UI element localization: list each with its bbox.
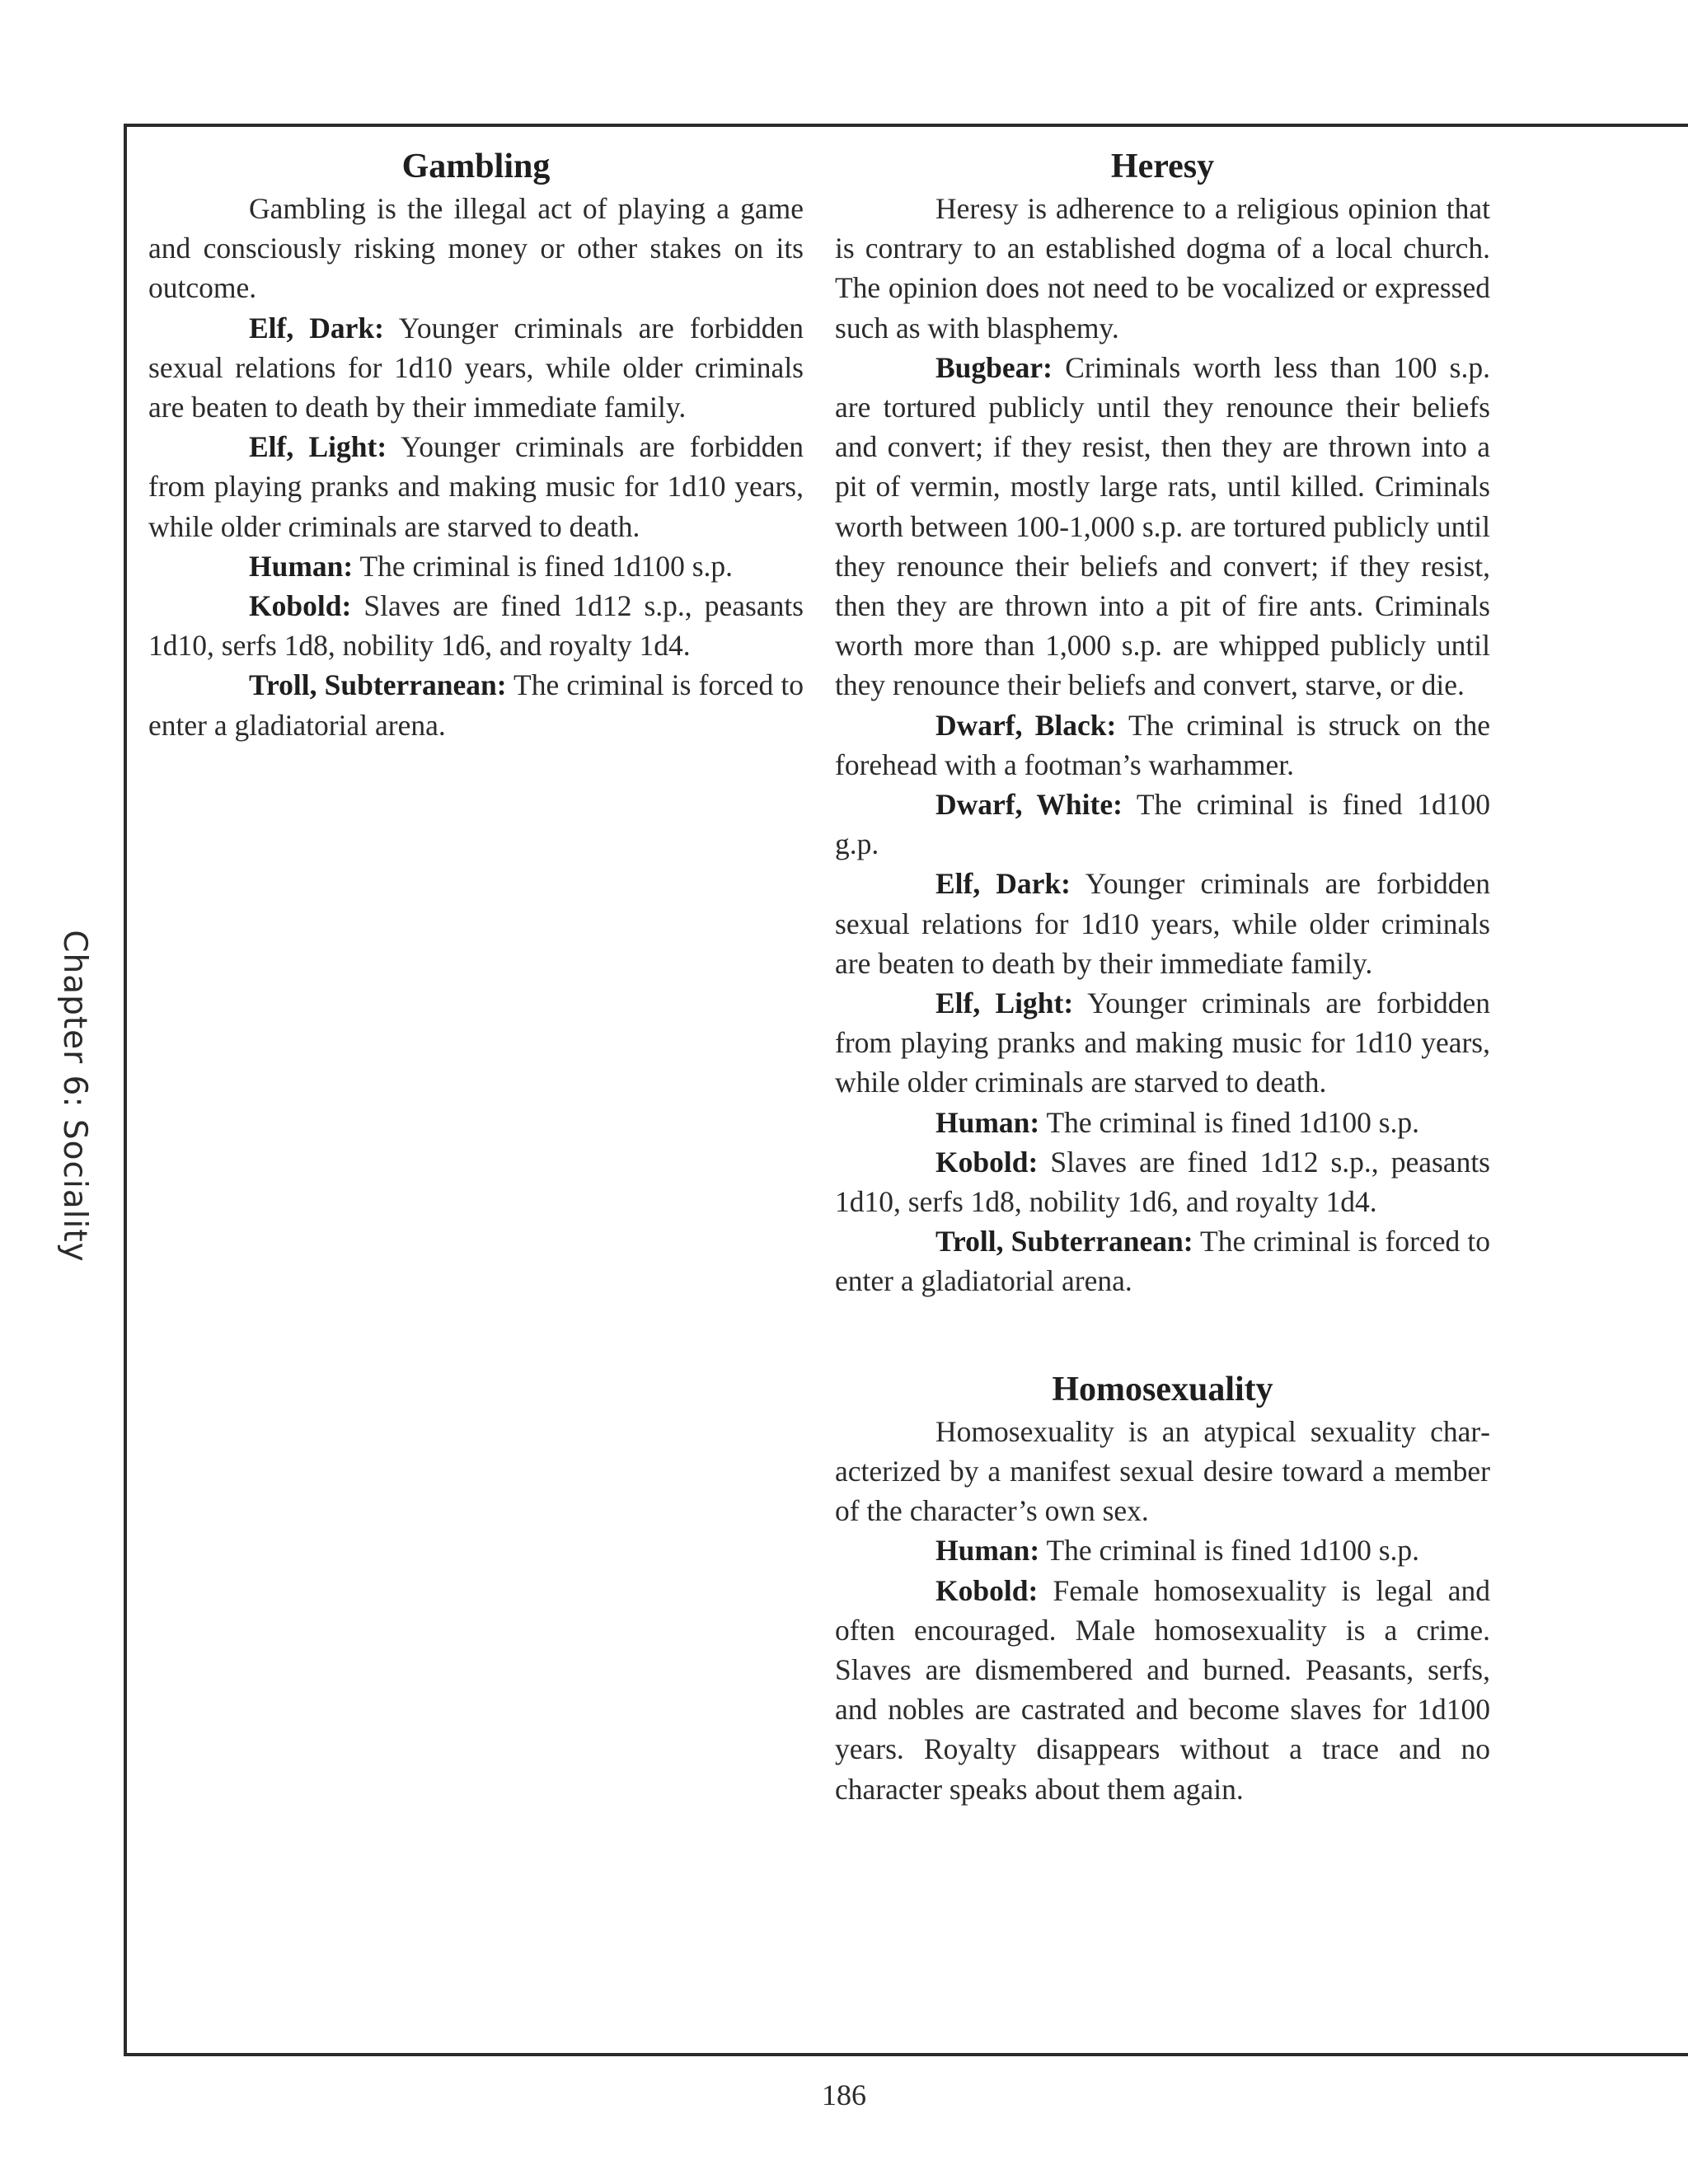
entry-text: Younger criminals are forbidden sexual relations for 1d10 years, while older criminals are beaten to death by their immediate family. xyxy=(148,311,804,424)
entry-race-label: Bugbear: xyxy=(935,350,1053,384)
entry-text: The criminal is fined 1d100 s.p. xyxy=(353,549,734,583)
section-heresy xyxy=(835,144,1490,1301)
entry-race-label: Human: xyxy=(935,1105,1040,1139)
entry-paragraph xyxy=(835,864,1490,983)
entry-paragraph xyxy=(835,983,1490,1103)
entry-race-label: Kobold: xyxy=(935,1145,1039,1179)
entry-text: The criminal is fined 1d100 s.p. xyxy=(1039,1534,1420,1568)
section-title-homosexuality: Homosexuality xyxy=(1052,1370,1273,1408)
entry-paragraph xyxy=(835,705,1490,785)
entry-text: Female homosexuality is legal and often encouraged. Male homosexuality is a crime. Slaves are dismembered and burned. Peasants, serfs, and nobles are castrated and become slaves for 1d100 years. Royalty disappears without a trace and no character speaks about them again. xyxy=(835,1573,1490,1806)
entry-race-label: Kobold: xyxy=(935,1573,1039,1607)
chapter-running-head: Chapter 6: Sociality xyxy=(56,930,93,1263)
entry-paragraph xyxy=(835,1221,1490,1301)
entry-race-label: Elf, Dark: xyxy=(249,311,384,344)
entry-text: Criminals worth less than 100 s.p. are tortured publicly until they renounce their beliefs and convert; if they resist, then they are thrown into a pit of vermin, mostly large rats, until killed. Criminals worth between 100-1,000 s.p. are tortured publicly until they renounce their beliefs and convert; if they resist, then they are thrown into a pit of fire ants. Criminals worth more than 1,000 s.p. are whipped publicly until they renounce their beliefs and convert, starve, or die. xyxy=(835,350,1490,702)
entry-race-label: Troll, Subterranean: xyxy=(249,668,507,702)
entry-race-label: Elf, Light: xyxy=(935,987,1074,1020)
entry-race-label: Human: xyxy=(249,549,354,583)
entry-paragraph xyxy=(835,1142,1490,1221)
entry-race-label: Kobold: xyxy=(249,589,352,623)
entry-race-label: Human: xyxy=(935,1534,1040,1568)
section-intro-gambling: Gambling is the illegal act of playing a game and consciously risking money or other stakes on its outcome. xyxy=(148,192,804,305)
section-gambling xyxy=(148,144,804,745)
entry-text: Younger criminals are forbidden from playing pranks and making music for 1d10 years, while older criminals are starved to death. xyxy=(835,987,1491,1099)
entry-text: Slaves are fined 1d12 s.p., peasants 1d10, serfs 1d8, nobility 1d6, and royalty 1d4. xyxy=(148,589,804,663)
entry-text: The criminal is struck on the forehead with a footman’s warhammer. xyxy=(835,708,1490,781)
entry-paragraph xyxy=(835,348,1490,705)
entry-paragraph xyxy=(835,785,1490,864)
entry-text: Slaves are fined 1d12 s.p., peasants 1d10, serfs 1d8, nobility 1d6, and royalty 1d4. xyxy=(835,1145,1490,1219)
section-intro-heresy: Heresy is adherence to a religious opinion that is contrary to an established dogma of a local church. The opinion does not need to be vocalized or expressed such as with blasphemy. xyxy=(835,192,1490,344)
section-title-gambling: Gambling xyxy=(401,148,551,185)
entry-race-label: Troll, Subterranean: xyxy=(935,1225,1193,1258)
entry-text: Younger criminals are forbidden from playing pranks and making music for 1d10 years, while older criminals are starved to death. xyxy=(148,430,804,543)
left-column xyxy=(148,144,804,745)
entry-text: The criminal is fined 1d100 g.p. xyxy=(835,788,1490,861)
entry-paragraph xyxy=(148,308,804,428)
entry-paragraph xyxy=(148,586,804,665)
section-title-heresy: Heresy xyxy=(1110,148,1215,185)
right-column xyxy=(835,144,1490,1809)
entry-paragraph xyxy=(148,665,804,744)
entry-text: Younger criminals are forbidden sexual relations for 1d10 years, while older criminals are beaten to death by their immediate family. xyxy=(835,867,1490,980)
entry-paragraph xyxy=(835,1530,1490,1570)
entry-text: The criminal is fined 1d100 s.p. xyxy=(1039,1105,1420,1139)
entry-paragraph xyxy=(835,1571,1490,1809)
entry-text: The criminal is forced to enter a gladiatorial arena. xyxy=(835,1225,1490,1298)
entry-paragraph xyxy=(148,427,804,546)
entry-race-label: Dwarf, Black: xyxy=(935,708,1117,742)
section-homosexuality xyxy=(835,1367,1490,1809)
entry-race-label: Elf, Light: xyxy=(249,430,387,464)
entry-race-label: Elf, Dark: xyxy=(935,867,1071,901)
section-intro-homosexuality: Homosexuality is an atypical sexuality characterized by a manifest sexual desire toward a member of the character’s own sex. xyxy=(835,1414,1490,1528)
entry-race-label: Dwarf, White: xyxy=(935,788,1123,822)
entry-paragraph xyxy=(835,1103,1490,1142)
entry-text: The criminal is forced to enter a gladiatorial arena. xyxy=(148,668,804,742)
page-number: 186 xyxy=(822,2079,866,2111)
entry-paragraph xyxy=(148,546,804,586)
